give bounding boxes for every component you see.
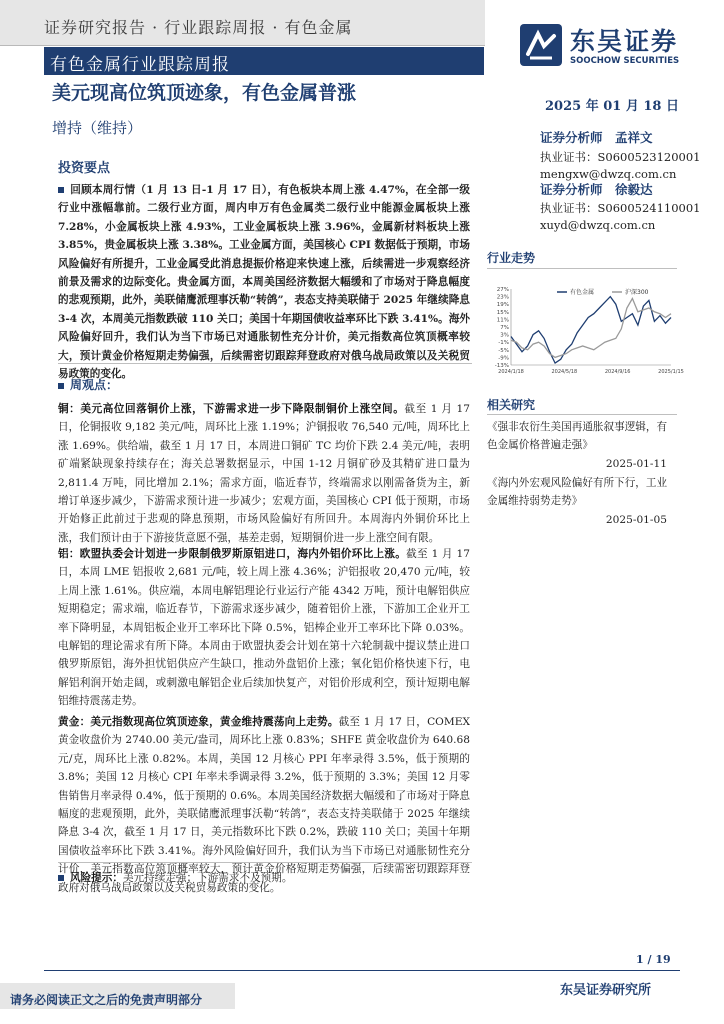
soochow-logo-icon [518, 22, 564, 68]
chart-y-tick-label: 15% [496, 309, 509, 316]
copper-body: 截至 1 月 17 日，伦铜报收 9,182 美元/吨，周环比上涨 1.19%；沪铜报收 76,540 元/吨，周环比上涨 1.69%。供给端，截至 1 月 17 日，本周进口铜矿 TC 均价下跌 2.4 美元/吨，表明矿端紧缺现象持续存在；海关总署数据显示，中国 1-12 月铜矿砂及其精矿进口量为 2,811.4 万吨，同比增加 2.1%；需求方面，临近春节，终端需求以刚需备货为主，新增订单逐步减少，下游需求预计进一步减少；宏观方面，美国核心 CPI 低于预期，市场开始修正此前过于悲观的降息预期，市场风险偏好有所回升。本周海内外铜价环比上涨，我们预计由于下游接货意愿不强，基差走弱，短期铜价进一步上涨空间有限。 [58, 403, 470, 544]
section-divider [58, 363, 472, 364]
header-divider [0, 45, 485, 46]
chart-y-tick-label: -13% [494, 363, 509, 369]
gold-body: 截至 1 月 17 日，COMEX 黄金收盘价为 2740.00 美元/盎司，周环比上涨 0.83%；SHFE 黄金收盘价为 640.68 元/克，周环比上涨 0.82%。本周，美国 12 月核心 PPI 年率录得 3.5%，低于预期的 3.8%；美国 12 月核心 CPI 年率未季调录得 3.2%，低于预期的 3.3%；美国 12 月零售销售月率录得 0.4%，低于预期的 0.6%。本周美国经济数据大幅缓和了市场对于降息幅度的悲观预期，此外，美联储鹰派理事沃勒“转鸽”，表态支持美联储于 2025 年继续降息 3-4 次，截至 1 月 17 日，美元指数环比下跌 0.2%，跌破 110 关口；美国十年期国债收益率环比下跌 3.41%。海外风险偏好回升，我们认为当下市场已对通胀韧性充分计价，美元指数高位筑顶概率较大，预计黄金价格短期走势偏强，后续需密切跟踪拜登政府对俄乌战局政策以及关税贸易政策的变化。 [58, 716, 470, 894]
footer-divider [44, 970, 680, 971]
rating: 增持（维持） [52, 119, 143, 137]
chart-y-tick-label: 27% [496, 287, 509, 293]
aluminum-title: 铝：欧盟执委会计划进一步限制俄罗斯原铝进口，海内外铝价环比上涨。 [58, 548, 407, 560]
footer-disclaimer[interactable]: 请务必阅读正文之后的免责声明部分 [10, 993, 203, 1007]
chart-x-tick-label: 2025/1/15 [658, 369, 684, 375]
aluminum-paragraph [58, 545, 470, 711]
trend-heading: 行业走势 [487, 251, 536, 265]
bullet-icon [58, 187, 64, 193]
logo-text-en: SOOCHOW SECURITIES [570, 56, 680, 66]
investment-heading: 投资要点 [58, 161, 111, 176]
sidebar-divider [487, 414, 677, 415]
investment-summary [58, 181, 470, 383]
aluminum-body: 截至 1 月 17 日，本周 LME 铝报收 2,681 元/吨，较上周上涨 4.36%；沪铝报收 20,470 元/吨，较上周上涨 1.61%。供应端，本周电解铝理论行业运行产能 4342 万吨，预计电解铝供应短期稳定；需求端，临近春节，下游需求逐步减少，随着铝价上涨，下游加工企业开工率下降明显，本周铝板企业开工率环比下降 0.5%，铝棒企业开工率环比下降 0.03%。电解铝的理论需求有所下降。本周由于欧盟执委会计划在第十六轮制裁中提议禁止进口俄罗斯原铝，海外担忧铝供应产生缺口，推动外盘铝价上涨；氧化铝价格快速下行，电解铝利润开始走阔，或刺激电解铝企业后续加快复产，对铝价形成利空，预计短期电解铝维持震荡走势。 [58, 548, 470, 708]
sidebar-divider [487, 268, 677, 269]
chart-x-tick-label: 2024/1/18 [498, 369, 524, 375]
analyst-1-cert: 执业证书：S0600523120001 [540, 150, 701, 164]
breadcrumb: 证券研究报告 · 行业跟踪周报 · 有色金属 [44, 18, 353, 37]
investment-summary-text: 回顾本周行情（1 月 13 日-1 月 17 日），有色板块本周上涨 4.47%，在全部一级行业中涨幅靠前。二级行业方面，周内申万有色金属类二级行业中能源金属板块上涨 7.28%，小金属板块上涨 4.93%，工业金属板块上涨 3.96%，金属新材料板块上涨 3.85%，贵金属板块上涨 3.38%。工业金属方面，美国核心 CPI 数据低于预期，市场风险偏好有所提升，工业金属受此消息提振价格迎来快速上涨，后续需进一步观察经济前景及需求的边际变化。贵金属方面，本周美国经济数据大幅缓和了市场对于降息幅度的悲观预期，此外，美联储鹰派理事沃勒“转鸽”，表态支持美联储于 2025 年继续降息 3-4 次，本周美元指数跌破 110 关口；美国十年期国债收益率环比下跌 3.41%。海外风险偏好回升，我们认为当下市场已对通胀韧性充分计价，美元指数高位筑顶概率较大，预计黄金价格短期走势偏强，后续需密切跟踪拜登政府对俄乌战局政策以及关税贸易政策的变化。 [58, 184, 470, 381]
chart-y-tick-label: -5% [498, 347, 509, 354]
analyst-1-email[interactable]: mengxw@dwzq.com.cn [540, 167, 677, 181]
risk-paragraph [58, 869, 470, 887]
analyst-1-name: 证券分析师 孟祥文 [540, 130, 653, 145]
report-title: 美元现高位筑顶迹象，有色金属普涨 [52, 82, 357, 104]
related-item-2-title[interactable]: 《海内外宏观风险偏好有所下行，工业金属维持弱势走势》 [487, 477, 668, 507]
page-number: 1 / 19 [636, 953, 671, 966]
trend-chart [487, 283, 684, 378]
analyst-2-cert: 执业证书：S0600524110001 [540, 201, 701, 215]
report-type-label: 有色金属行业跟踪周报 [50, 55, 230, 75]
chart-y-tick-label: 23% [496, 294, 509, 301]
views-heading: 周观点： [58, 376, 118, 393]
chart-y-tick-label: -1% [498, 340, 509, 347]
chart-y-tick-label: 11% [496, 317, 509, 324]
chart-legend-label: 沪深300 [625, 289, 649, 296]
report-date: 2025 年 01 月 18 日 [545, 99, 679, 114]
bullet-icon [58, 875, 64, 881]
chart-x-tick-label: 2024/5/18 [551, 369, 578, 375]
copper-title: 铜：美元高位回落铜价上涨，下游需求进一步下降限制铜价上涨空间。 [58, 403, 405, 415]
related-heading: 相关研究 [487, 398, 536, 412]
related-item-1-title[interactable]: 《强非农衍生美国再通胀叙事逻辑，有色金属价格普遍走强》 [487, 421, 668, 451]
risk-label: 风险提示： [70, 872, 123, 884]
chart-y-tick-label: -9% [498, 355, 509, 362]
gold-title: 黄金：美元指数现高位筑顶迹象，黄金维持震荡向上走势。 [58, 716, 339, 728]
chart-x-tick-label: 2024/9/16 [604, 369, 631, 375]
section-divider [58, 862, 472, 863]
related-item-1-date: 2025-01-11 [605, 458, 667, 470]
chart-y-tick-label: 3% [500, 332, 509, 339]
chart-y-tick-label: 19% [496, 302, 509, 309]
analyst-2-name: 证券分析师 徐毅达 [540, 182, 653, 197]
copper-paragraph [58, 400, 470, 547]
bullet-icon [58, 383, 64, 389]
risk-text: 美元持续走强；下游需求不及预期。 [122, 872, 293, 884]
related-item-2-date: 2025-01-05 [605, 514, 667, 526]
logo-text-cn: 东吴证券 [570, 27, 679, 56]
chart-y-tick-label: 7% [500, 325, 509, 331]
chart-legend-label: 有色金属 [570, 289, 595, 296]
chart-background [487, 283, 677, 378]
footer-org: 东吴证券研究所 [560, 983, 652, 998]
analyst-2-email[interactable]: xuyd@dwzq.com.cn [540, 218, 656, 232]
